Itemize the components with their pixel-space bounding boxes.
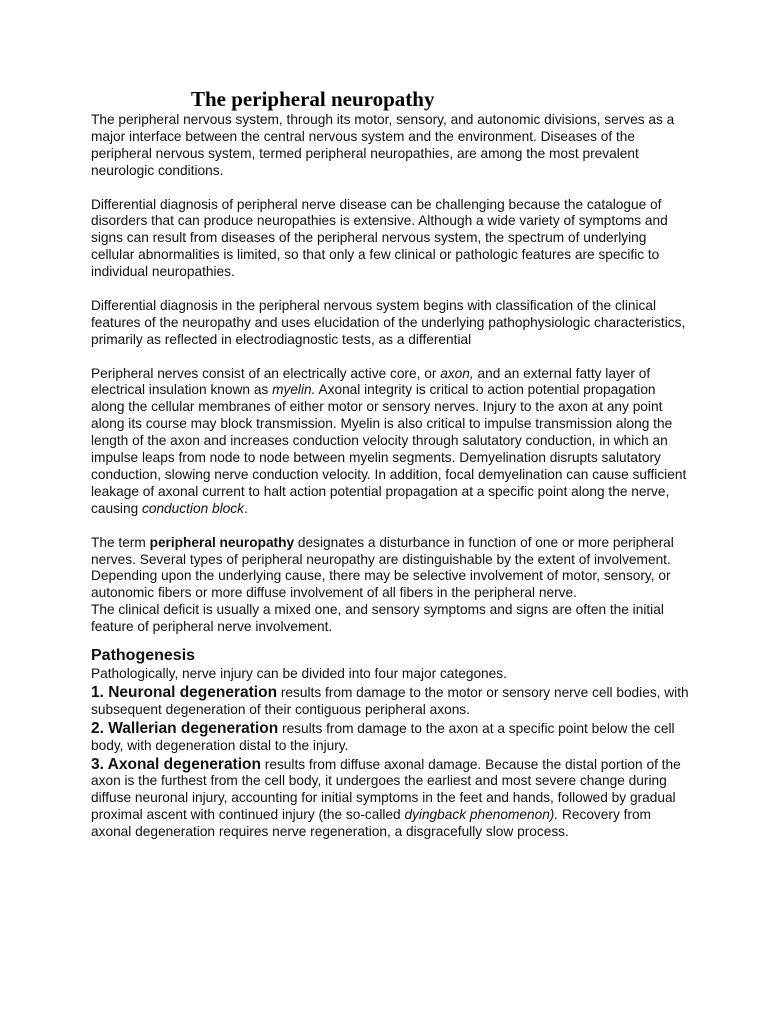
term-axon: axon, [440,365,474,381]
term-peripheral-neuropathy: peripheral neuropathy [149,534,295,550]
pathogenesis-item-wallerian: 2. Wallerian degeneration results from damage to the axon at a specific point below the cell body, with degeneration distal to the injury. [91,719,675,753]
term-myelin: myelin. [272,382,316,398]
paragraph-axon-myelin: Peripheral nerves consist of an electrically active core, or axon, and an external fatty layer of electrical insulation known as myelin. Axonal integrity is critical to action potential propagation along the cellular membranes of either motor or sensory nerves. Injury to the axon at any point along its course may block transmission. Myelin is also critical to impulse transmission along the length of the axon and increases conduction velocity through salutatory conduction, in which an impulse leaps from node to node between myelin segments. Demyelination disrupts salutatory conduction, slowing nerve conduction velocity. In addition, focal demyelination can cause sufficient leakage of axonal current to halt action potential propagation at a specific point along the nerve, causing conduction block. [91,365,687,516]
pathogenesis-item-axonal: 3. Axonal degeneration results from diffuse axonal damage. Because the distal portion of the axon is the furthest from the cell body, it undergoes the earliest and most severe change during diffuse neuronal injury, accounting for initial symptoms in the feet and hands, followed by gradual proximal ascent with continued injury (the so-called dyingback phenomenon). Recovery from axonal degeneration requires nerve regeneration, a disgracefully slow process. [91,755,681,840]
document-page [91,86,691,841]
document-title: The peripheral neuropathy [191,87,435,111]
paragraph-classification: Differential diagnosis in the peripheral nervous system begins with classification of the clinical features of the neuropathy and uses elucidation of the underlying pathophysiologic characteristics, primarily as reflected in electrodiagnostic tests, as a differential [91,297,686,347]
paragraph-definition: The term peripheral neuropathy designates a disturbance in function of one or more peripheral nerves. Several types of peripheral neuropathy are distinguishable by the extent of involvement. [91,534,674,567]
pathogenesis-intro: Pathologically, nerve injury can be divided into four major categones. [91,666,507,682]
paragraph-intro: The peripheral nervous system, through its motor, sensory, and autonomic divisions, serves as a major interface between the central nervous system and the environment. Diseases of the peripheral nervous system, termed peripheral neuropathies, are among the most prevalent neurologic conditions. [91,112,675,178]
pathogenesis-item-neuronal: 1. Neuronal degeneration results from damage to the motor or sensory nerve cell bodies, with subsequent degeneration of their contiguous peripheral axons. [91,683,689,717]
paragraph-differential-diagnosis: Differential diagnosis of peripheral nerve disease can be challenging because the catalogue of disorders that can produce neuropathies is extensive. Although a wide variety of symptoms and signs can result from diseases of the peripheral nervous system, the spectrum of underlying cellular abnormalities is limited, so that only a few clinical or pathologic features are specific to individual neuropathies. [91,196,668,280]
paragraph-clinical-deficit: The clinical deficit is usually a mixed one, and sensory symptoms and signs are often the initial feature of peripheral nerve involvement. [91,602,664,635]
term-conduction-block: conduction block [141,500,244,516]
section-heading-pathogenesis: Pathogenesis [91,647,196,665]
paragraph-cause: Depending upon the underlying cause, there may be selective involvement of motor, sensory, or autonomic fibers or more diffuse involvement of all fibers in the peripheral nerve. [91,568,671,601]
term-dyingback: dyingback phenomenon). [404,807,559,823]
